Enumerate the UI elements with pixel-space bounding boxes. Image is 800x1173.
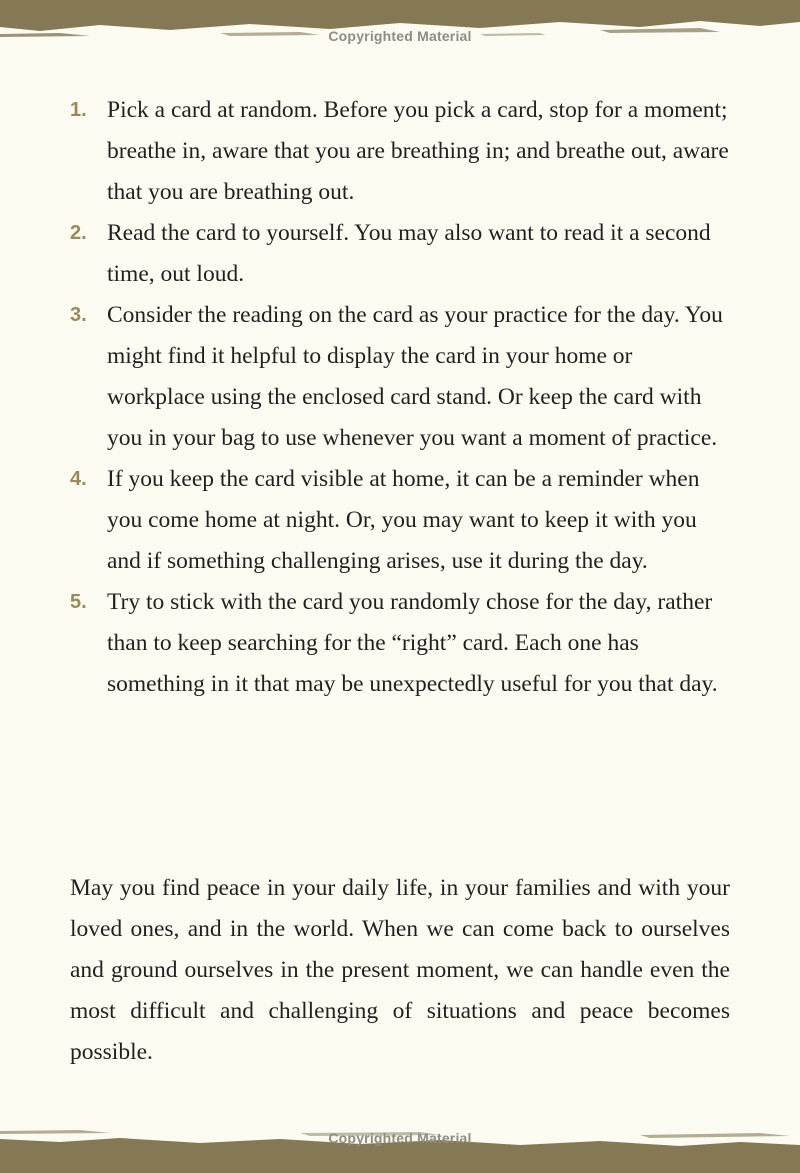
step-number: 3. (70, 304, 87, 326)
list-item (70, 90, 730, 213)
instruction-list (70, 90, 730, 705)
copyright-watermark-top: Copyrighted Material (328, 28, 472, 44)
closing-paragraph: May you find peace in your daily life, in your families and with your loved ones, and in the world. When we can come back to ourselves and ground ourselves in the present moment, we can handle even the most difficult and challenging of situations and peace becomes possible. (70, 875, 730, 1065)
copyright-watermark-bottom: Copyrighted Material (328, 1130, 472, 1146)
step-text: Try to stick with the card you randomly chose for the day, rather than to keep searching for the “right” card. Each one has something in it that may be unexpectedly useful for you that day. (107, 589, 718, 697)
step-text: Pick a card at random. Before you pick a card, stop for a moment; breathe in, aware that you are breathing in; and breathe out, aware that you are breathing out. (107, 97, 729, 205)
step-text: Read the card to yourself. You may also want to read it a second time, out loud. (107, 220, 711, 287)
step-number: 4. (70, 468, 87, 490)
list-item (70, 459, 730, 582)
list-item (70, 295, 730, 459)
list-item (70, 582, 730, 705)
step-text: Consider the reading on the card as your practice for the day. You might find it helpful to display the card in your home or workplace using the enclosed card stand. Or keep the card with you in your bag to use whenever you want a moment of practice. (107, 302, 723, 451)
list-item (70, 213, 730, 295)
step-number: 5. (70, 591, 87, 613)
step-number: 2. (70, 222, 87, 244)
step-number: 1. (70, 99, 87, 121)
step-text: If you keep the card visible at home, it can be a reminder when you come home at night. Or, you may want to keep it with you and if something challenging arises, use it during the day. (107, 466, 700, 574)
